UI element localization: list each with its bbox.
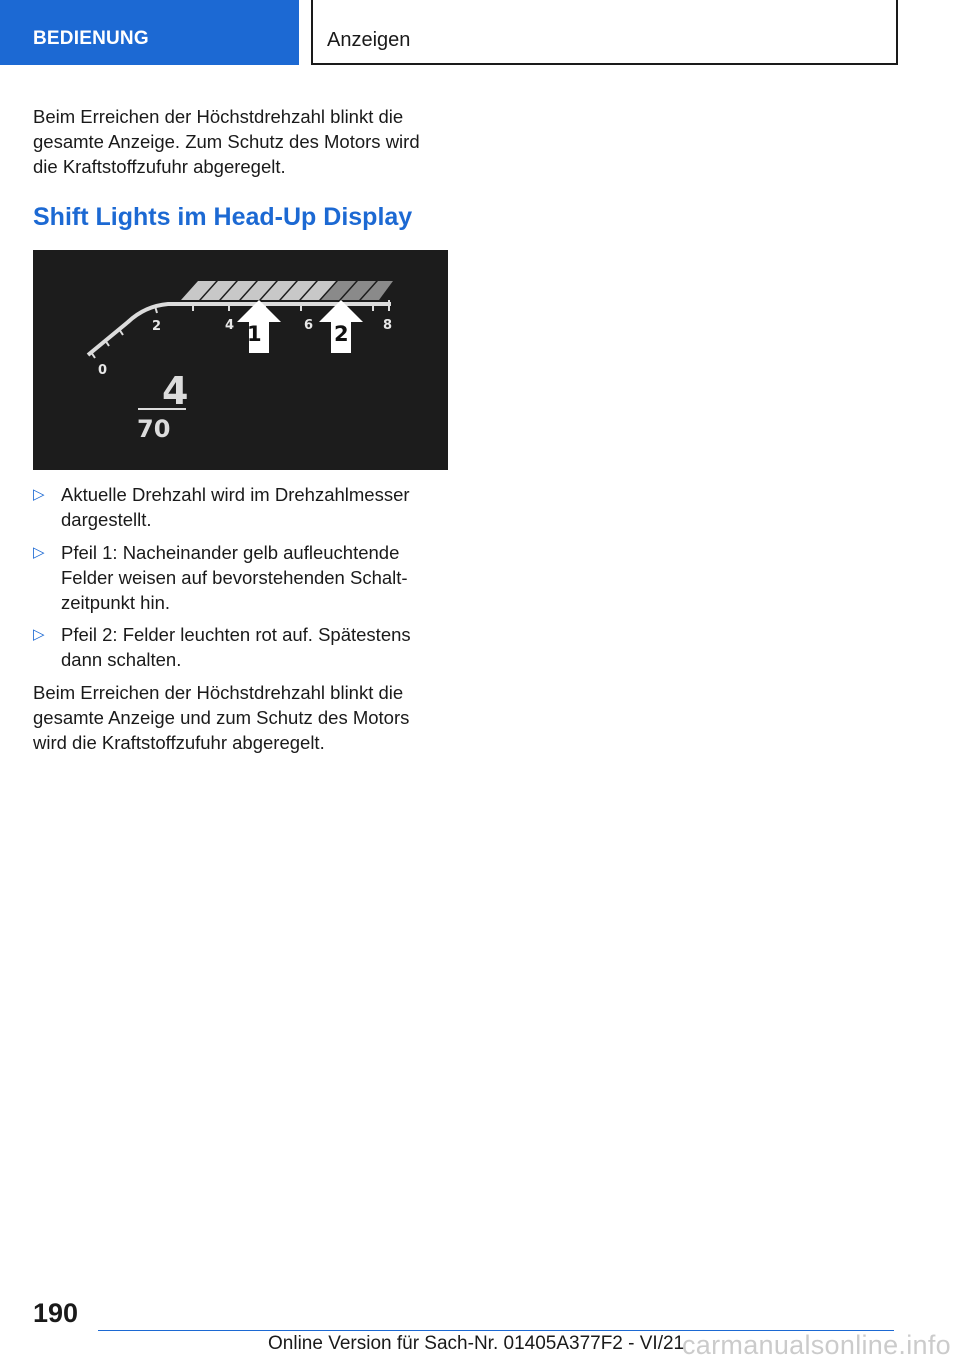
scale-label-2: 2 (152, 319, 162, 334)
speed-indicator: 70 (137, 415, 171, 443)
triangle-bullet-icon: ▷ (33, 544, 45, 561)
shift-lights-figure (33, 250, 448, 470)
scale-label-0: 0 (98, 363, 108, 378)
arrow-2-label: 2 (334, 322, 349, 346)
triangle-bullet-icon: ▷ (33, 626, 45, 643)
chapter-title: Anzeigen (327, 29, 411, 51)
scale-label-8: 8 (383, 318, 393, 333)
scale-label-6: 6 (304, 318, 314, 333)
triangle-bullet-icon: ▷ (33, 486, 45, 503)
watermark: carmanualsonline.info (682, 1330, 951, 1360)
intro-paragraph: Beim Erreichen der Höchstdrehzahl blinkt die gesamte Anzeige. Zum Schutz des Motors wird die Kraftstoffzufuhr abgeregelt. (33, 106, 420, 177)
chapter-header (311, 0, 898, 65)
section-label: BEDIENUNG (33, 28, 149, 49)
shift-lights-illustration (33, 250, 448, 470)
section-tab (0, 0, 299, 65)
page-number: 190 (33, 1298, 79, 1328)
shift-light-segments (181, 281, 393, 300)
arrow-1-label: 1 (247, 322, 262, 346)
list-item (33, 540, 448, 615)
section-title: Shift Lights im Head-Up Display (33, 203, 413, 231)
closing-paragraph: Beim Erreichen der Höchstdrehzahl blinkt die gesamte Anzeige und zum Schutz des Motors wird die Kraftstoffzufuhr abgeregelt. (33, 682, 410, 753)
list-item (33, 482, 448, 532)
scale-label-4: 4 (225, 318, 235, 333)
footer-version: Online Version für Sach-Nr. 01405A377F2 - VI/21 (268, 1333, 685, 1354)
bullet-text: Pfeil 1: Nacheinander gelb aufleuchtende Felder weisen auf bevorstehenden Schalt‐zeitpunkt hin. (61, 542, 408, 613)
gear-indicator: 4 (162, 369, 189, 413)
bullet-text: Pfeil 2: Felder leuchten rot auf. Spätestens dann schalten. (61, 624, 411, 670)
bullet-text: Aktuelle Drehzahl wird im Drehzahlmesser dargestellt. (61, 484, 410, 530)
list-item (33, 622, 448, 672)
